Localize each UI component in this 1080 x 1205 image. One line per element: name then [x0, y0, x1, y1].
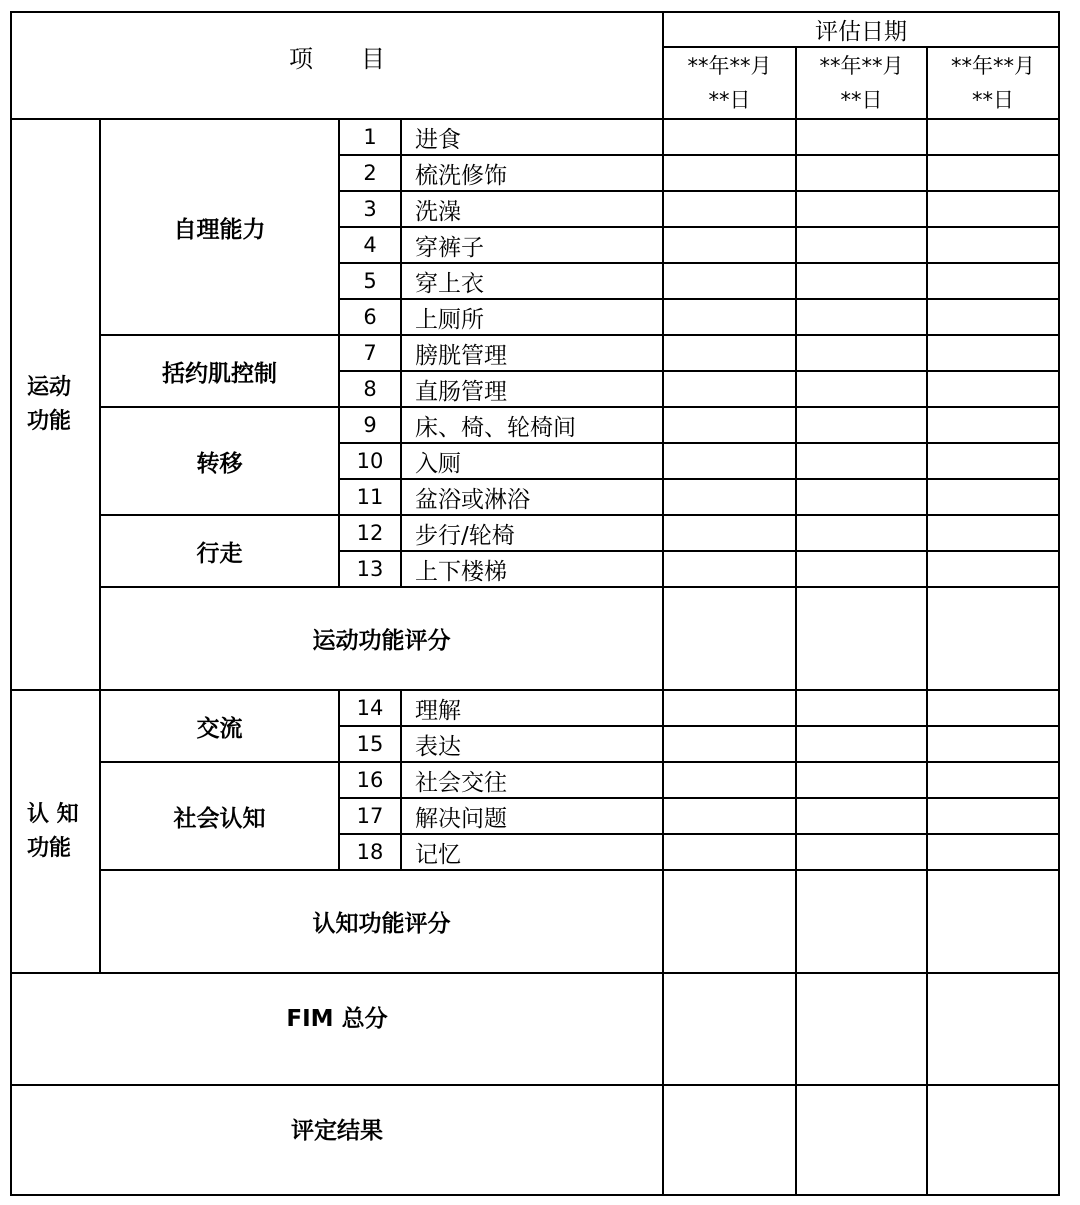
score-input-cell-2[interactable]	[796, 762, 927, 798]
item-name: 膀胱管理	[401, 335, 663, 371]
score-input-cell-2[interactable]	[796, 443, 927, 479]
item-number: 18	[339, 834, 401, 870]
score-input-cell-1[interactable]	[663, 335, 796, 371]
item-name: 理解	[401, 690, 663, 726]
item-number: 2	[339, 155, 401, 191]
score-input-cell-1[interactable]	[663, 407, 796, 443]
score-input-cell-2[interactable]	[796, 798, 927, 834]
item-name: 社会交往	[401, 762, 663, 798]
score-input-cell-2[interactable]	[796, 515, 927, 551]
fim-total-label: FIM 总分	[11, 973, 663, 1085]
group-label: 括约肌控制	[100, 335, 339, 407]
item-name: 穿上衣	[401, 263, 663, 299]
score-input-cell-2[interactable]	[796, 371, 927, 407]
item-number: 11	[339, 479, 401, 515]
score-input-cell-1[interactable]	[663, 479, 796, 515]
date-column-3: **年**月 **日	[927, 47, 1059, 119]
item-number: 15	[339, 726, 401, 762]
item-number: 13	[339, 551, 401, 587]
score-input-cell-1[interactable]	[663, 690, 796, 726]
score-input-cell-2[interactable]	[796, 726, 927, 762]
score-input-cell-3[interactable]	[927, 834, 1059, 870]
fim-assessment-table	[10, 11, 1060, 1196]
table-row	[11, 335, 1059, 371]
score-input-cell-2[interactable]	[796, 299, 927, 335]
score-input-cell-2[interactable]	[796, 551, 927, 587]
score-input-cell-3[interactable]	[927, 762, 1059, 798]
score-input-cell-3[interactable]	[927, 263, 1059, 299]
table-row	[11, 690, 1059, 726]
assessment-date-header: 评估日期	[663, 12, 1059, 47]
group-label: 交流	[100, 690, 339, 762]
score-input-cell-2[interactable]	[796, 690, 927, 726]
assessment-result-row	[11, 1085, 1059, 1195]
item-name: 洗澡	[401, 191, 663, 227]
item-number: 17	[339, 798, 401, 834]
item-name: 记忆	[401, 834, 663, 870]
item-number: 12	[339, 515, 401, 551]
score-input-cell-1[interactable]	[663, 798, 796, 834]
score-input-cell-1[interactable]	[663, 762, 796, 798]
score-input-cell-1[interactable]	[663, 1085, 796, 1195]
date-column-2: **年**月 **日	[796, 47, 927, 119]
score-input-cell-3[interactable]	[927, 155, 1059, 191]
cognitive-score-label: 认知功能评分	[100, 870, 663, 973]
score-input-cell-1[interactable]	[663, 263, 796, 299]
score-input-cell-1[interactable]	[663, 870, 796, 973]
cognitive-category-label-line2: 功能	[27, 835, 72, 861]
table-row	[11, 762, 1059, 798]
item-name: 进食	[401, 119, 663, 155]
item-name: 穿裤子	[401, 227, 663, 263]
motor-category-label-line1: 运动	[27, 374, 72, 400]
cognitive-category-label-line1: 认 知	[27, 801, 79, 827]
item-name: 上下楼梯	[401, 551, 663, 587]
score-input-cell-2[interactable]	[796, 119, 927, 155]
item-number: 5	[339, 263, 401, 299]
score-input-cell-2[interactable]	[796, 1085, 927, 1195]
score-input-cell-2[interactable]	[796, 973, 927, 1085]
score-input-cell-1[interactable]	[663, 551, 796, 587]
cognitive-category-label	[11, 690, 100, 973]
score-input-cell-1[interactable]	[663, 371, 796, 407]
motor-category-label	[11, 119, 100, 690]
item-number: 16	[339, 762, 401, 798]
group-label: 自理能力	[100, 119, 339, 335]
score-input-cell-1[interactable]	[663, 191, 796, 227]
item-name: 解决问题	[401, 798, 663, 834]
score-input-cell-3[interactable]	[927, 443, 1059, 479]
item-number: 10	[339, 443, 401, 479]
item-number: 3	[339, 191, 401, 227]
score-input-cell-3[interactable]	[927, 726, 1059, 762]
score-input-cell-3[interactable]	[927, 371, 1059, 407]
item-name: 床、椅、轮椅间	[401, 407, 663, 443]
score-input-cell-3[interactable]	[927, 973, 1059, 1085]
score-input-cell-3[interactable]	[927, 335, 1059, 371]
item-number: 6	[339, 299, 401, 335]
item-header: 项 目	[11, 12, 663, 119]
item-name: 步行/轮椅	[401, 515, 663, 551]
score-input-cell-1[interactable]	[663, 119, 796, 155]
score-input-cell-1[interactable]	[663, 227, 796, 263]
group-label: 社会认知	[100, 762, 339, 870]
score-input-cell-2[interactable]	[796, 407, 927, 443]
score-input-cell-3[interactable]	[927, 587, 1059, 690]
score-input-cell-3[interactable]	[927, 119, 1059, 155]
score-input-cell-1[interactable]	[663, 299, 796, 335]
score-input-cell-2[interactable]	[796, 191, 927, 227]
score-input-cell-1[interactable]	[663, 515, 796, 551]
score-input-cell-2[interactable]	[796, 155, 927, 191]
item-number: 9	[339, 407, 401, 443]
date-column-1: **年**月 **日	[663, 47, 796, 119]
score-input-cell-1[interactable]	[663, 587, 796, 690]
item-name: 直肠管理	[401, 371, 663, 407]
score-input-cell-1[interactable]	[663, 726, 796, 762]
assessment-result-label: 评定结果	[11, 1085, 663, 1195]
score-input-cell-2[interactable]	[796, 870, 927, 973]
item-name: 入厕	[401, 443, 663, 479]
score-input-cell-2[interactable]	[796, 587, 927, 690]
table-row	[11, 119, 1059, 155]
score-input-cell-1[interactable]	[663, 973, 796, 1085]
score-input-cell-1[interactable]	[663, 443, 796, 479]
table-row	[11, 407, 1059, 443]
item-number: 7	[339, 335, 401, 371]
score-input-cell-3[interactable]	[927, 227, 1059, 263]
score-input-cell-3[interactable]	[927, 407, 1059, 443]
score-input-cell-3[interactable]	[927, 191, 1059, 227]
score-input-cell-3[interactable]	[927, 515, 1059, 551]
item-name: 上厕所	[401, 299, 663, 335]
group-label: 行走	[100, 515, 339, 587]
motor-score-row	[11, 587, 1059, 690]
score-input-cell-2[interactable]	[796, 335, 927, 371]
header-row	[11, 12, 1059, 47]
item-number: 8	[339, 371, 401, 407]
item-number: 1	[339, 119, 401, 155]
score-input-cell-3[interactable]	[927, 1085, 1059, 1195]
item-number: 4	[339, 227, 401, 263]
item-name: 梳洗修饰	[401, 155, 663, 191]
item-name: 盆浴或淋浴	[401, 479, 663, 515]
score-input-cell-3[interactable]	[927, 299, 1059, 335]
table-row	[11, 515, 1059, 551]
score-input-cell-2[interactable]	[796, 227, 927, 263]
score-input-cell-2[interactable]	[796, 479, 927, 515]
score-input-cell-3[interactable]	[927, 479, 1059, 515]
group-label: 转移	[100, 407, 339, 515]
score-input-cell-3[interactable]	[927, 690, 1059, 726]
motor-category-label-line2: 功能	[27, 408, 72, 434]
score-input-cell-1[interactable]	[663, 834, 796, 870]
score-input-cell-2[interactable]	[796, 834, 927, 870]
score-input-cell-3[interactable]	[927, 798, 1059, 834]
cognitive-score-row	[11, 870, 1059, 973]
motor-score-label: 运动功能评分	[100, 587, 663, 690]
score-input-cell-1[interactable]	[663, 155, 796, 191]
score-input-cell-3[interactable]	[927, 870, 1059, 973]
item-number: 14	[339, 690, 401, 726]
score-input-cell-3[interactable]	[927, 551, 1059, 587]
score-input-cell-2[interactable]	[796, 263, 927, 299]
fim-total-row	[11, 973, 1059, 1085]
item-name: 表达	[401, 726, 663, 762]
